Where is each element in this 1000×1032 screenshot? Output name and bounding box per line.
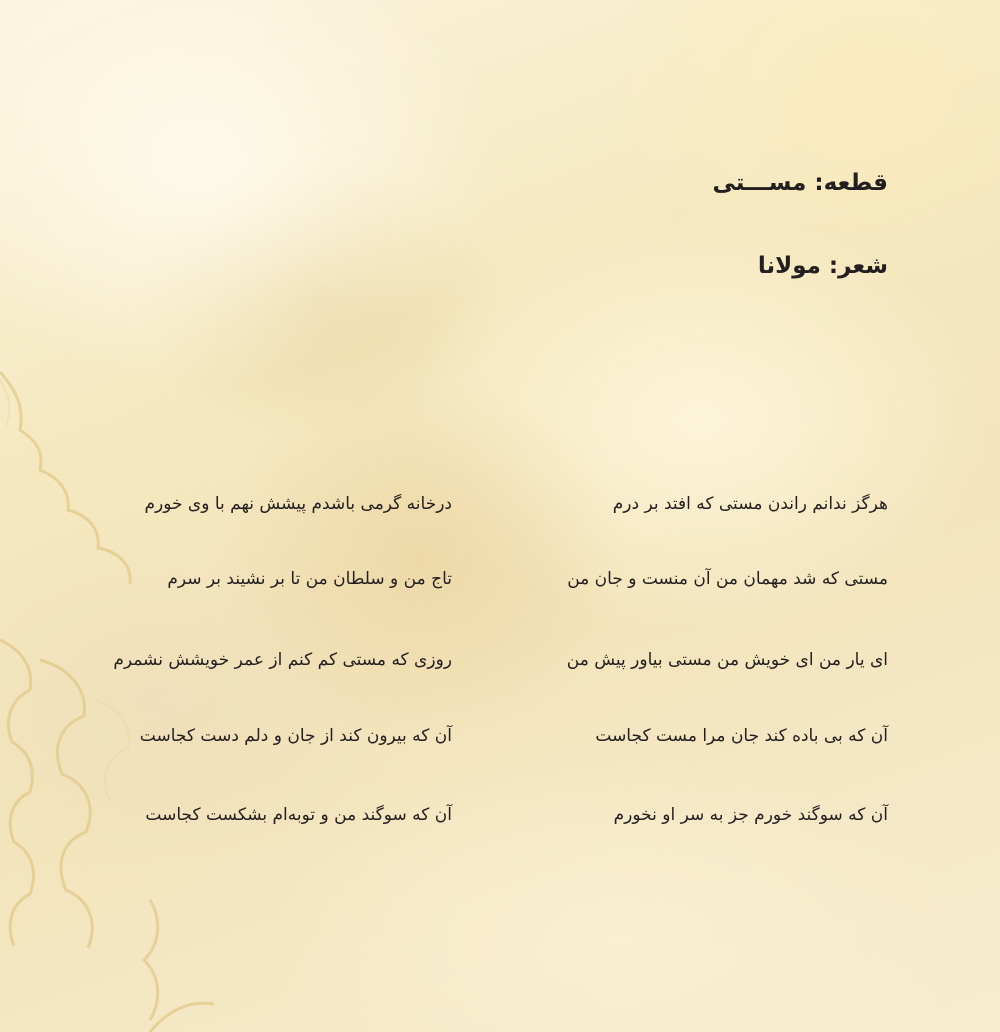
poem-title: قطعه: مســـتی — [712, 170, 888, 196]
couplet-5-first-hemistich: آن که سوگند خورم جز به سر او نخورم — [613, 805, 888, 825]
couplet-3-second-hemistich: روزی که مستی کم کنم از عمر خویشش نشمرم — [113, 650, 452, 670]
couplet-5-second-hemistich: آن که سوگند من و توبه‌ام بشکست کجاست — [145, 805, 452, 825]
couplet-3-first-hemistich: ای یار من ای خویش من مستی بیاور پیش من — [566, 650, 888, 670]
couplet-2-first-hemistich: مستی که شد مهمان من آن منست و جان من — [567, 569, 888, 589]
couplet-1-second-hemistich: درخانه گرمی باشدم پیشش نهم با وی خورم — [144, 494, 452, 514]
couplet-1-first-hemistich: هرگز ندانم راندن مستی که افتد بر درم — [612, 494, 888, 514]
couplet-4-second-hemistich: آن که بیرون کند از جان و دلم دست کجاست — [139, 726, 452, 746]
poet-credit: شعر: مولانا — [757, 253, 888, 279]
couplet-4-first-hemistich: آن که بی باده کند جان مرا مست کجاست — [595, 726, 888, 746]
couplet-2-second-hemistich: تاج من و سلطان من تا بر نشیند بر سرم — [167, 569, 452, 589]
